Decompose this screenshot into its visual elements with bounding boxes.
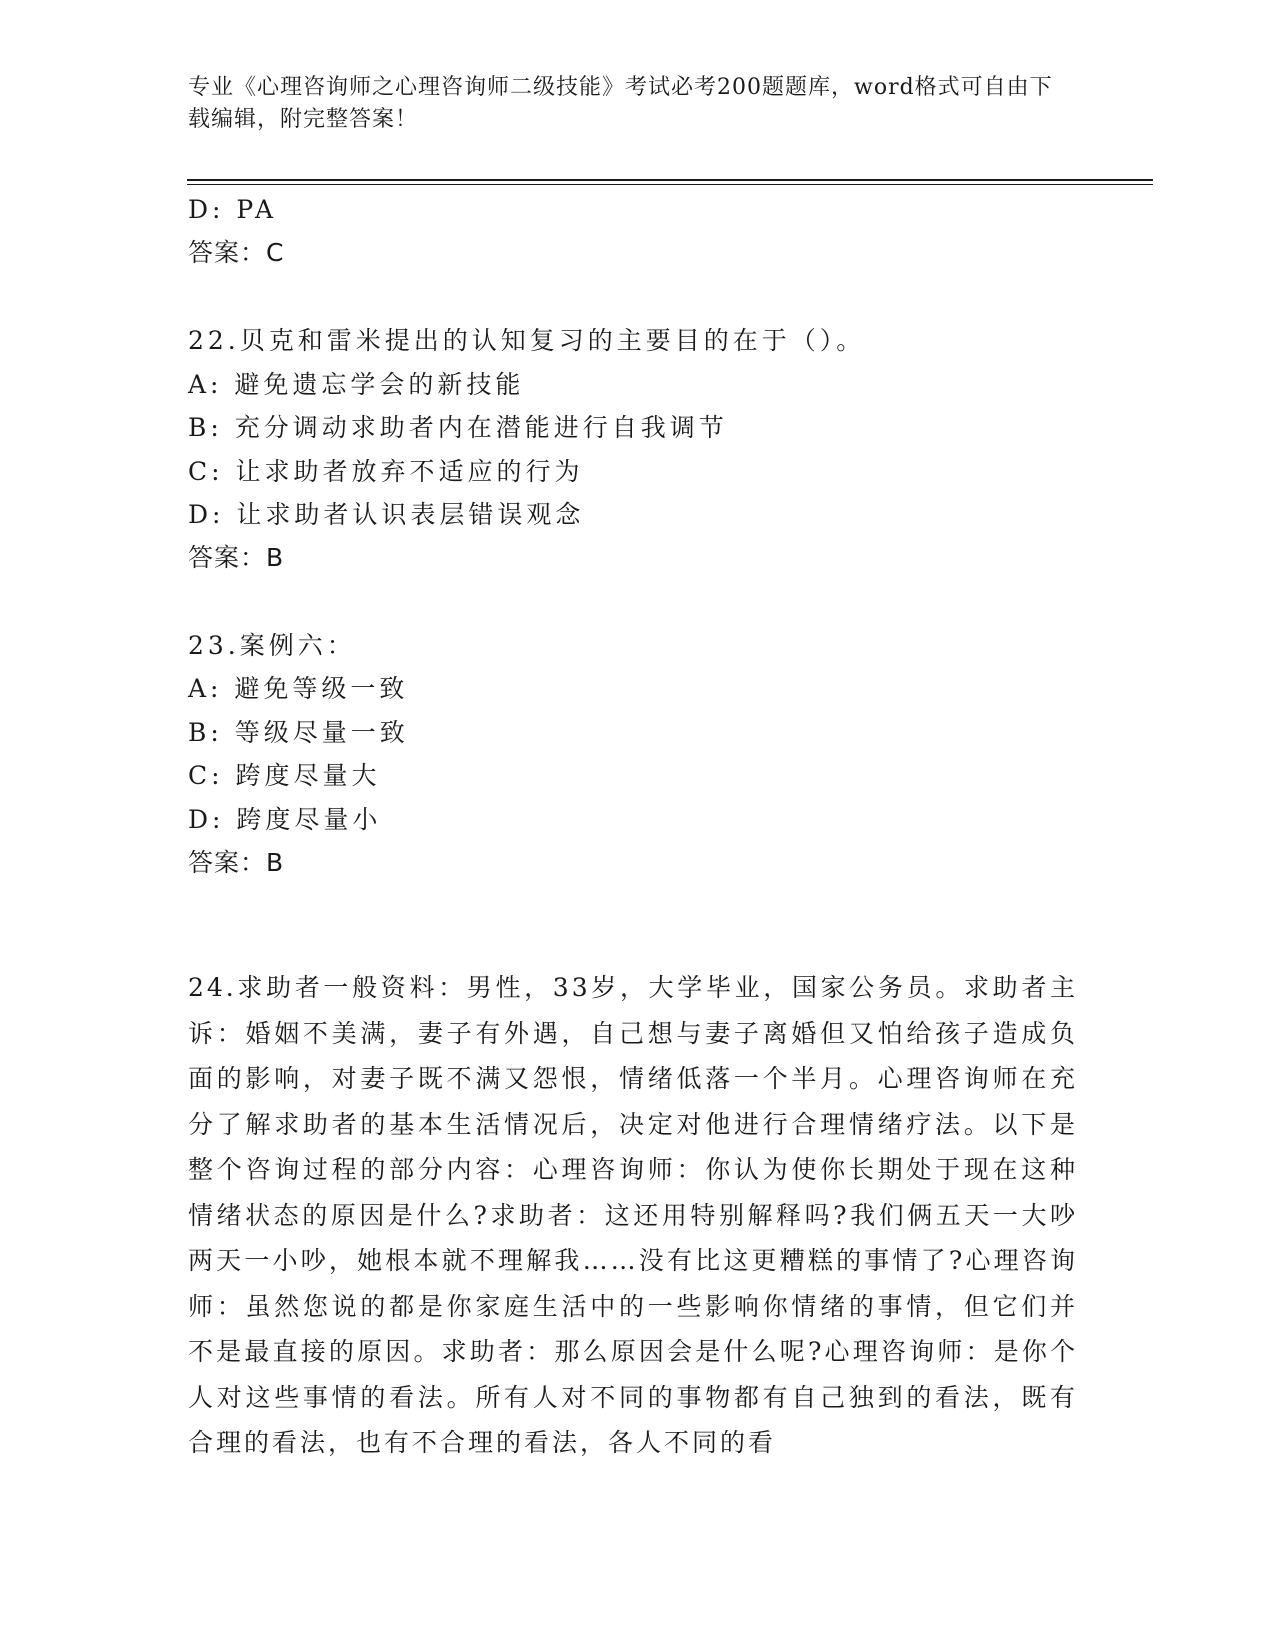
q22-option-d: D: 让求助者认识表层错误观念 (188, 500, 585, 529)
q23-option-c: C: 跨度尽量大 (188, 761, 381, 790)
q23-option-a: A: 避免等级一致 (188, 674, 409, 703)
document-header: 专业《心理咨询师之心理咨询师二级技能》考试必考200题题库，word格式可自由下载编辑，附完整答案！ (188, 75, 1053, 132)
q22-option-a: A: 避免遗忘学会的新技能 (188, 370, 525, 399)
q22-option-b: B: 充分调动求助者内在潜能进行自我调节 (188, 413, 728, 442)
q24-question: 24.求助者一般资料：男性，33岁，大学毕业，国家公务员。求助者主诉：婚姻不美满，妻子有外遇，自己想与妻子离婚但又怕给孩子造成负面的影响，对妻子既不满又怨恨，情绪低落一个半月。心理咨询师在充分了解求助者的基本生活情况后，决定对他进行合理情绪疗法。以下是整个咨询过程的部分内容：心理咨询师：你认为使你长期处于现在这种情绪状态的原因是什么?求助者：这还用特别解释吗?我们俩五天一大吵两天一小吵，她根本就不理解我……没有比这更糟糕的事情了?心理咨询师：虽然您说的都是你家庭生活中的一些影响你情绪的事情，但它们并不是最直接的原因。求助者：那么原因会是什么呢?心理咨询师：是你个人对这些事情的看法。所有人对不同的事物都有自己独到的看法，既有合理的看法，也有不合理的看法，各人不同的看 (188, 973, 1078, 1457)
header-divider-thin (187, 184, 1153, 185)
q23-option-b: B: 等级尽量一致 (188, 718, 409, 747)
header-divider (187, 179, 1153, 181)
q21-option-d: D: PA (188, 195, 277, 224)
q21-answer: 答案：C (188, 238, 285, 267)
q23-question: 23.案例六： (188, 631, 356, 660)
q23-option-d: D: 跨度尽量小 (188, 805, 382, 834)
q22-question: 22.贝克和雷米提出的认知复习的主要目的在于（）。 (188, 326, 866, 355)
q23-answer: 答案：B (188, 848, 285, 877)
q22-option-c: C: 让求助者放弃不适应的行为 (188, 457, 584, 486)
q22-answer: 答案：B (188, 543, 285, 572)
